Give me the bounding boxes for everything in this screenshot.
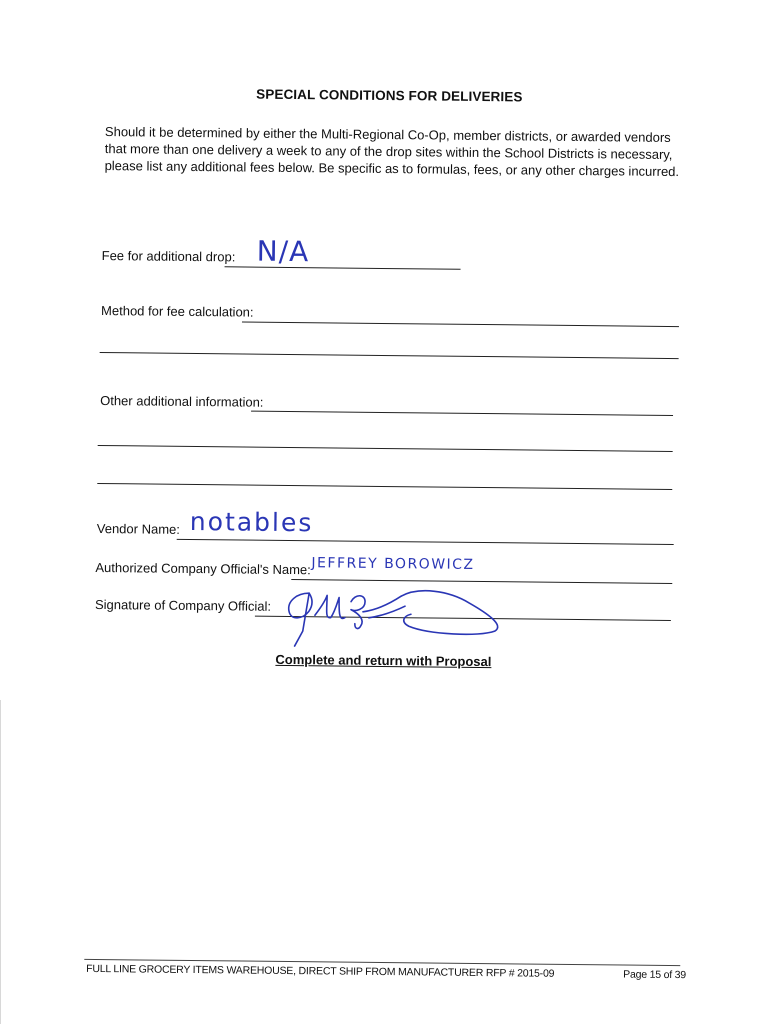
- vendor-value: notables: [189, 506, 314, 538]
- complete-and-return-note: [0, 649, 769, 672]
- other-line-2: [98, 445, 673, 452]
- signature-mark: [269, 571, 510, 654]
- official-label: Authorized Company Official's Name:: [95, 559, 311, 578]
- cta-text: Complete and return with Proposal: [275, 651, 492, 670]
- method-label: Method for fee calculation:: [101, 303, 254, 320]
- other-line-1: [251, 411, 673, 416]
- vendor-line: [177, 539, 674, 545]
- method-line-1: [242, 321, 679, 327]
- official-value: JEFFREY BOROWICZ: [311, 555, 475, 573]
- vendor-label: Vendor Name:: [96, 520, 180, 537]
- intro-paragraph: Should it be determined by either the Multi-Regional Co-Op, member districts, or awarded vendors that more than one delivery a week to any of the drop sites within the School Districts is necessary, please list any additional fees below. Be specific as to formulas, fees, or any other charges incurred.: [104, 124, 680, 180]
- other-line-3: [97, 483, 672, 490]
- page-number: Page 15 of 39: [623, 968, 687, 982]
- other-label: Other additional information:: [100, 393, 264, 410]
- page-title: SPECIAL CONDITIONS FOR DELIVERIES: [256, 86, 523, 105]
- fee-label: Fee for additional drop:: [101, 248, 236, 265]
- scan-edge: [0, 700, 1, 1024]
- signature-label: Signature of Company Official:: [94, 596, 272, 614]
- fee-value: N/A: [256, 234, 310, 269]
- footer-title: FULL LINE GROCERY ITEMS WAREHOUSE, DIRECT SHIP FROM MANUFACTURER RFP # 2015-09: [86, 962, 555, 980]
- method-line-2: [100, 352, 679, 359]
